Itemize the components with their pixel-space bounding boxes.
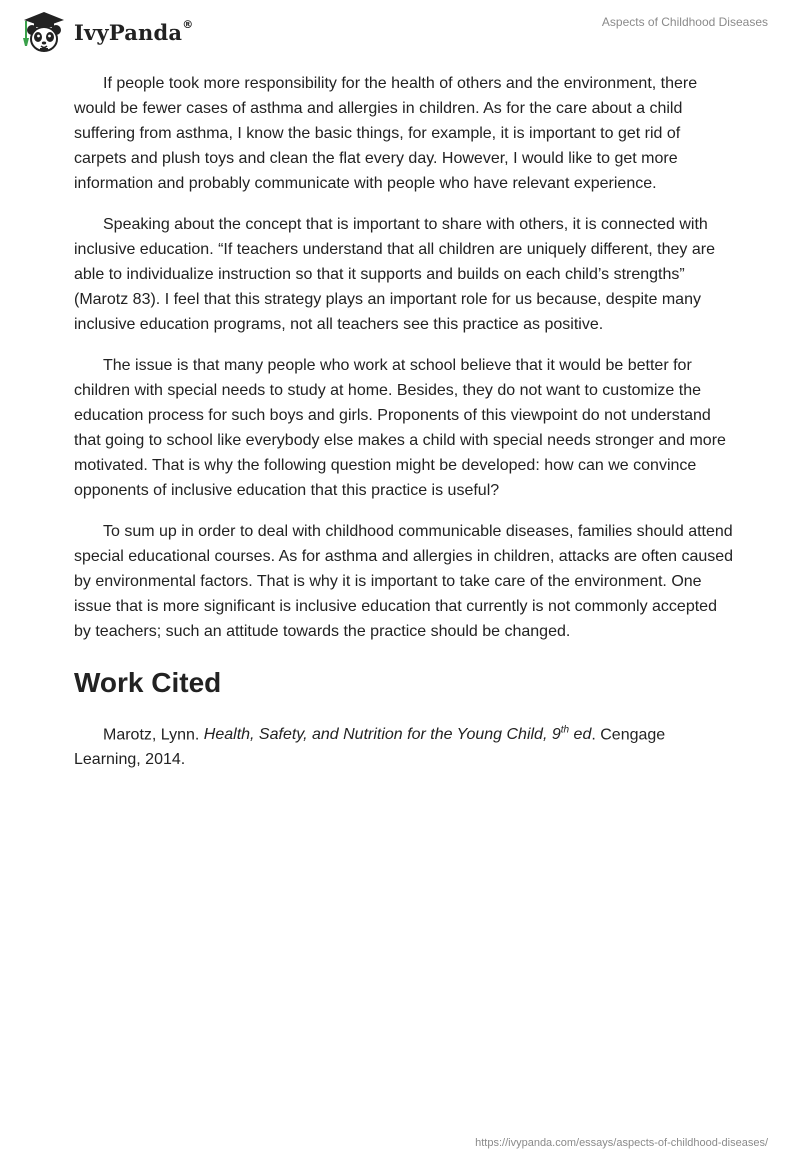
logo-wordmark: [74, 17, 194, 45]
citation-entry: [74, 718, 734, 772]
citation-title-sup: th: [560, 725, 570, 736]
panda-graduate-icon: [16, 8, 68, 54]
registered-mark: ®: [182, 17, 194, 31]
paragraph-3: The issue is that many people who work at school believe that it would be better for children with special needs to study at home. Besides, they do not want to customize the education process for such boys and girls. Proponents of this viewpoint do not understand that going to school like everybody else makes a child with special needs stronger and more motivated. That is why the following question might be developed: how can we convince opponents of inclusive education that this practice is useful?: [74, 357, 726, 499]
citation-title-text: Health, Safety, and Nutrition for the Young Child, 9: [203, 726, 561, 744]
page-header: [0, 0, 800, 60]
ivypanda-logo[interactable]: [16, 8, 193, 54]
document-title: Aspects of Childhood Diseases: [601, 15, 768, 29]
logo-name: IvyPanda: [74, 19, 183, 45]
citation-title: [204, 726, 592, 743]
paragraph-2: Speaking about the concept that is important to share with others, it is connected with inclusive education. “If teachers understand that all children are uniquely different, they are able to individualize instruction so that it supports and builds on each child’s strengths” (Marotz 83). I feel that this strategy plays an important role for us because, despite many inclusive education programs, not all teachers see this practice as positive.: [74, 216, 715, 333]
source-url[interactable]: https://ivypanda.com/essays/aspects-of-childhood-diseases/: [475, 1137, 768, 1149]
citation-title-end: ed: [569, 726, 592, 744]
essay-content: [74, 71, 734, 772]
citation-author: Marotz, Lynn.: [103, 726, 204, 744]
paragraph-1: If people took more responsibility for the health of others and the environment, there would be fewer cases of asthma and allergies in children. As for the care about a child suffering from asthma, I know the basic things, for example, it is important to get rid of carpets and plush toys and clean the flat every day. However, I would like to get more information and probably communicate with people who have relevant experience.: [74, 75, 698, 192]
works-cited-heading: Work Cited: [74, 667, 222, 698]
citation-publisher: . Cengage Learning, 2014.: [74, 726, 666, 769]
paragraph-4: To sum up in order to deal with childhood communicable diseases, families should attend special educational courses. As for asthma and allergies in children, attacks are often caused by environmental factors. That is why it is important to take care of the environment. One issue that is more significant is inclusive education that currently is not commonly accepted by teachers; such an attitude towards the practice should be changed.: [74, 523, 734, 640]
